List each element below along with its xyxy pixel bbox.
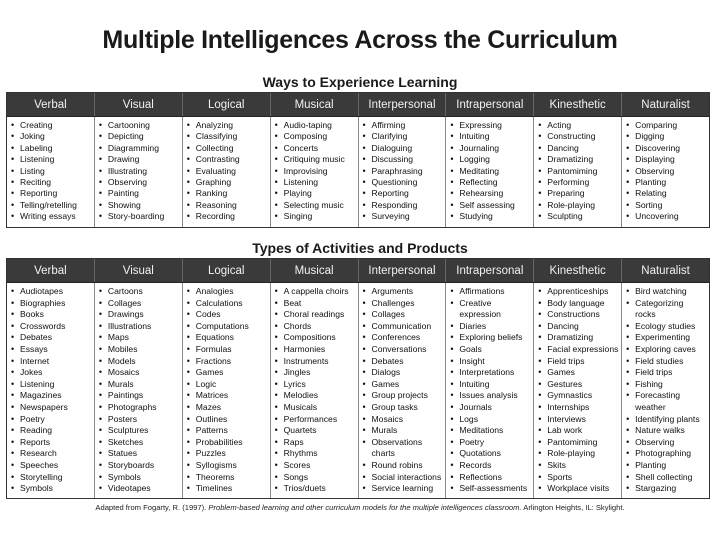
item-list [275, 286, 356, 495]
list-item: • Melodies [275, 390, 356, 402]
list-item: • Affirming [363, 120, 444, 131]
list-item: • Ranking [187, 188, 268, 199]
column-header-visual: Visual [95, 93, 183, 116]
list-item: • Gestures [538, 379, 619, 391]
list-item: • Dramatizing [538, 154, 619, 165]
list-item: • Chords [275, 321, 356, 333]
column-intrapersonal [446, 117, 534, 227]
column-header-naturalist: Naturalist [641, 265, 690, 277]
list-item: • Categorizing [626, 298, 707, 310]
list-item: • Exploring beliefs [450, 332, 531, 344]
list-item: • Illustrating [99, 166, 180, 177]
column-visual [95, 283, 183, 498]
column-header-musical: Musical [271, 93, 359, 116]
list-item: • Reflecting [450, 177, 531, 188]
list-item: • Lab work [538, 425, 619, 437]
list-item: • Jokes [11, 367, 92, 379]
list-item: • Codes [187, 309, 268, 321]
list-item: • Crosswords [11, 321, 92, 333]
list-item: • Debates [363, 356, 444, 368]
list-item: • Responding [363, 200, 444, 211]
list-item: • Reports [11, 437, 92, 449]
ways-header-row [7, 93, 709, 117]
list-item: • Speeches [11, 460, 92, 472]
list-item: • Meditations [450, 425, 531, 437]
column-header-verbal: Verbal [7, 93, 95, 116]
list-item: • Discovering [626, 143, 707, 154]
list-item: • Compositions [275, 332, 356, 344]
citation-suffix: Arlington Heights, IL: Skylight. [521, 503, 625, 512]
list-item: • Collages [99, 298, 180, 310]
list-item: • Clarifying [363, 131, 444, 142]
list-item: • Puzzles [187, 448, 268, 460]
list-item: • Songs [275, 472, 356, 484]
list-item: • Workplace visits [538, 483, 619, 495]
list-item: • Observing [626, 166, 707, 177]
list-item: • Magazines [11, 390, 92, 402]
list-item: • Quartets [275, 425, 356, 437]
list-item: • Maps [99, 332, 180, 344]
list-item: • Sketches [99, 437, 180, 449]
column-header-visual: Visual [95, 259, 183, 282]
list-item: • Beat [275, 298, 356, 310]
list-item: • Timelines [187, 483, 268, 495]
item-list [363, 120, 444, 223]
list-item: • Statues [99, 448, 180, 460]
list-item: • Audiotapes [11, 286, 92, 298]
item-list [626, 286, 707, 495]
list-item: • Exploring caves [626, 344, 707, 356]
list-item: • Arguments [363, 286, 444, 298]
column-header-interpersonal: Interpersonal [359, 259, 447, 282]
item-list [11, 286, 92, 495]
list-item: • Labeling [11, 143, 92, 154]
list-item: • Performing [538, 177, 619, 188]
column-header-naturalist: Naturalist [641, 99, 690, 111]
list-item: • Bird watching [626, 286, 707, 298]
list-item: • Reciting [11, 177, 92, 188]
list-item: • Ecology studies [626, 321, 707, 333]
item-list [99, 286, 180, 495]
column-interpersonal [359, 283, 447, 498]
column-logical [183, 283, 271, 498]
column-interpersonal [359, 117, 447, 227]
list-item: • Dialoguing [363, 143, 444, 154]
item-list [187, 286, 268, 495]
list-item: • Sculpting [538, 211, 619, 222]
list-item: • Symbols [11, 483, 92, 495]
list-item: • Surveying [363, 211, 444, 222]
activities-header-row [7, 259, 709, 283]
column-visual [95, 117, 183, 227]
list-item: • Poetry [11, 414, 92, 426]
list-item: • Sports [538, 472, 619, 484]
list-item: • Questioning [363, 177, 444, 188]
list-item: • Symbols [99, 472, 180, 484]
list-item: • Murals [363, 425, 444, 437]
list-item: • Cartooning [99, 120, 180, 131]
item-list [99, 120, 180, 223]
column-verbal [7, 283, 95, 498]
citation-footer [0, 503, 720, 512]
list-item: • Role-playing [538, 200, 619, 211]
activities-table [6, 258, 710, 499]
list-item: • Observing [99, 177, 180, 188]
list-item: • Body language [538, 298, 619, 310]
ways-columns [7, 117, 709, 227]
list-item: • Mazes [187, 402, 268, 414]
list-item: • Choral readings [275, 309, 356, 321]
list-item: • Logging [450, 154, 531, 165]
list-item: • Stargazing [626, 483, 707, 495]
list-item: • Planting [626, 177, 707, 188]
list-item: • Challenges [363, 298, 444, 310]
list-item: • Internet [11, 356, 92, 368]
column-naturalist [622, 283, 709, 498]
list-item: • Quotations [450, 448, 531, 460]
column-header-logical: Logical [183, 259, 271, 282]
item-list [11, 120, 92, 223]
list-item: • Evaluating [187, 166, 268, 177]
list-item: • Group tasks [363, 402, 444, 414]
list-item: • Outlines [187, 414, 268, 426]
list-item: • Planting [626, 460, 707, 472]
list-item: • Writing essays [11, 211, 92, 222]
list-item: • Fishing [626, 379, 707, 391]
item-list [363, 286, 444, 495]
list-item: • Formulas [187, 344, 268, 356]
list-item: • Dancing [538, 143, 619, 154]
list-item: • Intuiting [450, 379, 531, 391]
list-item: • Self-assessments [450, 483, 531, 495]
column-logical [183, 117, 271, 227]
list-item: • Gymnastics [538, 390, 619, 402]
list-item: • Illustrations [99, 321, 180, 333]
list-item: • Reporting [11, 188, 92, 199]
column-kinesthetic [534, 117, 622, 227]
section-heading-activities: Types of Activities and Products [252, 240, 468, 256]
list-item: • Journals [450, 402, 531, 414]
list-item: • Showing [99, 200, 180, 211]
item-list [626, 120, 707, 223]
page-title: Multiple Intelligences Across the Curriculum [102, 26, 618, 54]
item-list [538, 120, 619, 223]
activities-columns [7, 283, 709, 498]
list-item: • Rehearsing [450, 188, 531, 199]
column-verbal [7, 117, 95, 227]
list-item: • Displaying [626, 154, 707, 165]
list-item: • Collecting [187, 143, 268, 154]
list-item: • Diaries [450, 321, 531, 333]
list-item: • Self assessing [450, 200, 531, 211]
list-item: • Observations [363, 437, 444, 449]
list-item: • Constructing [538, 131, 619, 142]
list-item: • Poetry [450, 437, 531, 449]
list-item: • Paraphrasing [363, 166, 444, 177]
item-list [538, 286, 619, 495]
column-header-logical: Logical [183, 93, 271, 116]
list-item: • Research [11, 448, 92, 460]
list-item: • Probabilities [187, 437, 268, 449]
citation-prefix: Adapted from Fogarty, R. (1997). [95, 503, 209, 512]
list-item: • Insight [450, 356, 531, 368]
list-item: weather [635, 401, 666, 412]
list-item: • Harmonies [275, 344, 356, 356]
list-item: • Syllogisms [187, 460, 268, 472]
list-item: • Analogies [187, 286, 268, 298]
list-item: • Logic [187, 379, 268, 391]
list-item: • A cappella choirs [275, 286, 356, 298]
list-item: expression [459, 309, 501, 320]
column-naturalist [622, 117, 709, 227]
list-item: • Listening [275, 177, 356, 188]
list-item: • Composing [275, 131, 356, 142]
list-item: • Sculptures [99, 425, 180, 437]
list-item: • Listing [11, 166, 92, 177]
list-item: • Storytelling [11, 472, 92, 484]
column-kinesthetic [534, 283, 622, 498]
list-item: • Videotapes [99, 483, 180, 495]
list-item: • Expressing [450, 120, 531, 131]
list-item: • Digging [626, 131, 707, 142]
list-item: • Improvising [275, 166, 356, 177]
list-item: • Instruments [275, 356, 356, 368]
list-item: • Affirmations [450, 286, 531, 298]
list-item: • Diagramming [99, 143, 180, 154]
list-item: • Models [99, 356, 180, 368]
list-item: • Photographing [626, 448, 707, 460]
list-item: • Lyrics [275, 379, 356, 391]
list-item: • Facial expressions [538, 344, 619, 356]
list-item: • Meditating [450, 166, 531, 177]
list-item: • Interpretations [450, 367, 531, 379]
list-item: • Musicals [275, 402, 356, 414]
list-item: • Dancing [538, 321, 619, 333]
list-item: • Forecasting [626, 390, 707, 402]
list-item: • Group projects [363, 390, 444, 402]
list-item: • Records [450, 460, 531, 472]
list-item: • Interviews [538, 414, 619, 426]
list-item: • Performances [275, 414, 356, 426]
list-item: • Photographs [99, 402, 180, 414]
list-item: • Theorems [187, 472, 268, 484]
column-header-interpersonal: Interpersonal [359, 93, 447, 116]
list-item: • Essays [11, 344, 92, 356]
list-item: • Communication [363, 321, 444, 333]
list-item: • Playing [275, 188, 356, 199]
list-item: • Sorting [626, 200, 707, 211]
list-item: • Acting [538, 120, 619, 131]
list-item: • Debates [11, 332, 92, 344]
list-item: • Constructions [538, 309, 619, 321]
list-item: • Social interactions [363, 472, 444, 484]
column-header-intrapersonal: Intrapersonal [446, 93, 534, 116]
list-item: • Scores [275, 460, 356, 472]
list-item: • Joking [11, 131, 92, 142]
list-item: • Round robins [363, 460, 444, 472]
list-item: • Computations [187, 321, 268, 333]
list-item: • Listening [11, 379, 92, 391]
list-item: • Audio-taping [275, 120, 356, 131]
list-item: • Comparing [626, 120, 707, 131]
list-item: • Uncovering [626, 211, 707, 222]
list-item: • Painting [99, 188, 180, 199]
list-item: • Cartoons [99, 286, 180, 298]
list-item: • Journaling [450, 143, 531, 154]
list-item: • Identifying plants [626, 414, 707, 426]
column-header-intrapersonal: Intrapersonal [446, 259, 534, 282]
list-item: • Reflections [450, 472, 531, 484]
list-item: • Books [11, 309, 92, 321]
list-item: • Analyzing [187, 120, 268, 131]
list-item: • Paintings [99, 390, 180, 402]
list-item: • Mobiles [99, 344, 180, 356]
list-item: rocks [635, 309, 656, 320]
list-item: • Rhythms [275, 448, 356, 460]
list-item: • Equations [187, 332, 268, 344]
list-item: • Pantomiming [538, 437, 619, 449]
list-item: • Skits [538, 460, 619, 472]
list-item: • Storyboards [99, 460, 180, 472]
list-item: charts [371, 448, 395, 459]
list-item: • Field studies [626, 356, 707, 368]
list-item: • Murals [99, 379, 180, 391]
list-item: • Mosaics [363, 414, 444, 426]
list-item: • Selecting music [275, 200, 356, 211]
list-item: • Issues analysis [450, 390, 531, 402]
list-item: • Contrasting [187, 154, 268, 165]
list-item: • Creating [11, 120, 92, 131]
list-item: • Observing [626, 437, 707, 449]
list-item: • Calculations [187, 298, 268, 310]
list-item: • Pantomiming [538, 166, 619, 177]
list-item: • Critiquing music [275, 154, 356, 165]
list-item: • Logs [450, 414, 531, 426]
list-item: • Games [363, 379, 444, 391]
list-item: • Games [538, 367, 619, 379]
list-item: • Studying [450, 211, 531, 222]
list-item: • Service learning [363, 483, 444, 495]
column-header-kinesthetic: Kinesthetic [534, 259, 622, 282]
list-item: • Field trips [538, 356, 619, 368]
list-item: • Experimenting [626, 332, 707, 344]
list-item: • Relating [626, 188, 707, 199]
list-item: • Goals [450, 344, 531, 356]
list-item: • Classifying [187, 131, 268, 142]
list-item: • Trios/duets [275, 483, 356, 495]
list-item: • Listening [11, 154, 92, 165]
list-item: • Role-playing [538, 448, 619, 460]
list-item: • Story-boarding [99, 211, 180, 222]
list-item: • Conversations [363, 344, 444, 356]
list-item: • Biographies [11, 298, 92, 310]
list-item: • Reading [11, 425, 92, 437]
list-item: • Preparing [538, 188, 619, 199]
citation-title: Problem-based learning and other curriculum models for the multiple intelligences classroom. [208, 503, 522, 512]
list-item: • Posters [99, 414, 180, 426]
list-item: • Fractions [187, 356, 268, 368]
list-item: • Depicting [99, 131, 180, 142]
list-item: • Collages [363, 309, 444, 321]
list-item: • Conferences [363, 332, 444, 344]
list-item: • Intuiting [450, 131, 531, 142]
list-item: • Dramatizing [538, 332, 619, 344]
column-musical [271, 283, 359, 498]
list-item: • Games [187, 367, 268, 379]
section-heading-ways: Ways to Experience Learning [262, 74, 458, 90]
list-item: • Apprenticeships [538, 286, 619, 298]
list-item: • Reporting [363, 188, 444, 199]
list-item: • Singing [275, 211, 356, 222]
item-list [450, 120, 531, 223]
list-item: • Graphing [187, 177, 268, 188]
list-item: • Creative [450, 298, 531, 310]
list-item: • Internships [538, 402, 619, 414]
item-list [450, 286, 531, 495]
column-intrapersonal [446, 283, 534, 498]
column-header-musical: Musical [271, 259, 359, 282]
list-item: • Drawing [99, 154, 180, 165]
list-item: • Dialogs [363, 367, 444, 379]
list-item: • Patterns [187, 425, 268, 437]
item-list [275, 120, 356, 223]
item-list [187, 120, 268, 223]
list-item: • Discussing [363, 154, 444, 165]
list-item: • Nature walks [626, 425, 707, 437]
column-musical [271, 117, 359, 227]
ways-table [6, 92, 710, 228]
list-item: • Field trips [626, 367, 707, 379]
list-item: • Concerts [275, 143, 356, 154]
list-item: • Raps [275, 437, 356, 449]
list-item: • Shell collecting [626, 472, 707, 484]
list-item: • Newspapers [11, 402, 92, 414]
column-header-verbal: Verbal [7, 259, 95, 282]
list-item: • Matrices [187, 390, 268, 402]
column-header-kinesthetic: Kinesthetic [534, 93, 622, 116]
list-item: • Drawings [99, 309, 180, 321]
list-item: • Jingles [275, 367, 356, 379]
list-item: • Telling/retelling [11, 200, 92, 211]
list-item: • Reasoning [187, 200, 268, 211]
list-item: • Mosaics [99, 367, 180, 379]
list-item: • Recording [187, 211, 268, 222]
